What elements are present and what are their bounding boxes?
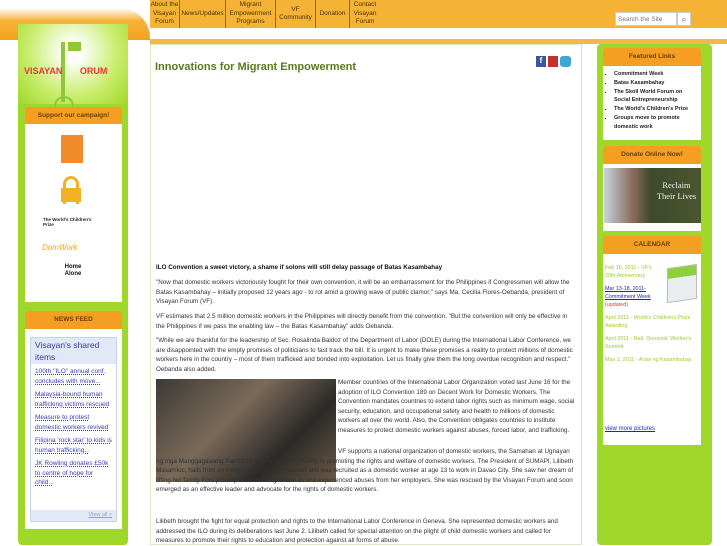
article-paragraph: "While we are thankful for the leadership of Sec. Rosalinda Baldoz of the Department of Labor (DOLE) during the International Labor Conference, we are disappointed with the empty promises of politicians to fast track the bill. It is urgent to make these promises a reality to protect millions of domestic workers here in the country – most of them trafficked and bonded into exploitation. Let us finally give them the long overdue recognition and respect." Oebanda also added. — [156, 337, 573, 373]
facebook-icon[interactable]: f — [536, 56, 546, 67]
campaign-childrens-prize[interactable]: The World's Children's Prize — [43, 217, 92, 227]
campaign-box — [25, 124, 122, 302]
article-paragraph: Member countries of the International Labor Organization voted last June 16 for the adoption of ILO Convention 189 on Decent Work for Domestic Workers. The Convention mandates countries to extend labor rights such as minimum wage, social security, education, and occupational safety and health to millions of domestic workers all over the world. Also, the Convention obligates countries to institute measures to protect domestic workers against abuses, forced labor, and trafficking. — [338, 379, 575, 434]
news-item[interactable]: JK Rowling donates £50k to centre of hope for child... — [35, 460, 109, 486]
nav-programs[interactable]: Migrant Empowerment Programs — [226, 0, 276, 28]
logo[interactable] — [18, 24, 128, 104]
campaign-badge-icon[interactable] — [61, 135, 83, 163]
nav-news[interactable]: News/Updates — [180, 0, 226, 28]
view-all-link[interactable]: View all » — [31, 510, 116, 521]
calendar-event: April 2011 - Natl. Domestic Worker's Summit — [605, 336, 692, 350]
nav-contact[interactable]: Contact Visayan Forum — [353, 1, 377, 26]
news-item[interactable]: 100th "ILO" annual conf. concludes with move... — [35, 368, 106, 385]
campaign-header: Support our campaign! — [25, 107, 122, 124]
featured-link[interactable]: ▪ Groups move to promote domestic work — [614, 114, 698, 132]
featured-link[interactable]: ▪ The Skoll World Forum on Social Entrepreneurship — [614, 88, 698, 106]
featured-link[interactable]: ▪ Batas Kasambahay — [614, 79, 698, 88]
newsfeed-box — [25, 329, 122, 529]
donate-box — [603, 164, 701, 231]
newsfeed-header: NEWS FEED — [25, 311, 122, 329]
twitter-icon[interactable] — [560, 56, 571, 67]
nav-about[interactable]: About the Visayan Forum — [150, 0, 180, 28]
donate-header: Donate Online Now! — [603, 146, 701, 164]
featured-link[interactable]: ▪ The World's Children's Prize — [614, 105, 698, 114]
view-more-pictures-link[interactable]: view more pictures — [605, 426, 656, 432]
calendar-icon — [667, 264, 697, 303]
campaign-domwork[interactable]: DomWork — [42, 243, 78, 252]
updated-badge: (updated) — [605, 302, 629, 308]
featured-box — [603, 66, 701, 140]
article-headline: ILO Convention a sweet victory, a shame if solons will still delay passage of Batas Kasambahay — [156, 264, 443, 271]
donate-banner[interactable]: Reclaim Their Lives — [604, 168, 701, 223]
calendar-header: CALENDAR — [603, 236, 701, 254]
article-paragraph: VF estimates that 2.5 million domestic workers in the Philippines will directly benefit from the convention. "But the convention will only be effective in the Philippines if we pass the enabling law – the Batas Kasambahay" adds Oebanda. — [156, 313, 568, 330]
nav-donation[interactable]: Donation — [316, 0, 350, 28]
search-input[interactable] — [615, 12, 677, 26]
search-icon[interactable]: ⌕ — [677, 12, 691, 26]
news-item[interactable]: Malaysia-bound human trafficking victims rescued — [35, 391, 110, 408]
featured-link[interactable]: ▪ Commitment Week — [614, 70, 698, 79]
youtube-icon[interactable] — [548, 56, 558, 67]
article-paragraph: Lilibeth brought the fight for equal protection and rights to the International Labor Conference in Geneva. She represented domestic workers and addressed the ILO during its deliberations last June 2. Lilibeth called for special attention on the plight of child domestic workers and called for measures to promote their rights to education and protection against all forms of abuse. — [156, 518, 558, 545]
shared-items-title: Visayan's shared items — [31, 338, 116, 364]
news-item[interactable]: Filipina 'rock star' to kids is human trafficking... — [35, 437, 112, 454]
campaign-home-alone[interactable]: Home Alone — [64, 264, 82, 277]
calendar-event-link[interactable]: Mar 13-18, 2011- Commitment Week — [605, 286, 651, 300]
calendar-event: April 2011 - World's Children's Prize Awarding — [605, 315, 691, 329]
article-paragraph: "Now that domestic workers victoriously fought for their own convention, it will be an embarrassment for the Philippines if Congressmen will allow the Batas Kasambahay – initially proposed 12 years ago - to rot amid a growing wave of public clamor," says Ma. Cecilia Flores-Oebanda, president of Visayan Forum (VF). — [156, 279, 570, 306]
calendar-event: May 1, 2011 - Araw ng Kasambahay — [605, 357, 692, 363]
featured-header: Featured Links — [603, 48, 701, 66]
calendar-box — [603, 254, 701, 445]
news-item[interactable]: Measure to protest domestic workers revived — [35, 414, 109, 431]
page-title: Innovations for Migrant Empowerment — [155, 61, 357, 73]
calendar-event: Feb 16, 2011 - VF's 20th Anniversary — [605, 265, 652, 279]
nav-community[interactable]: VF Community — [276, 0, 316, 28]
logo-text: VISAYAN ORUM — [24, 66, 108, 76]
article-paragraph: VF supports a national organization of domestic workers, the Samahan at Ugnayan ng mga Manggagawang Pantahan ng Pilipinas (SUMAPI), in promoting the rights and welfare of domestic workers. The President of SUMAPI, Lilibeth Masamloc, hails from an indigenous tribe in Mindanao and was recruited as a domestic worker at age 13 to work in Davao City. She saw her dream of lifting her family from poverty turn into a nightmare as she experienced abuses from her employers. She was rescued by the Visayan Forum and soon emerged as an effective leader and advocate for the rights of domestic workers. — [156, 448, 574, 494]
